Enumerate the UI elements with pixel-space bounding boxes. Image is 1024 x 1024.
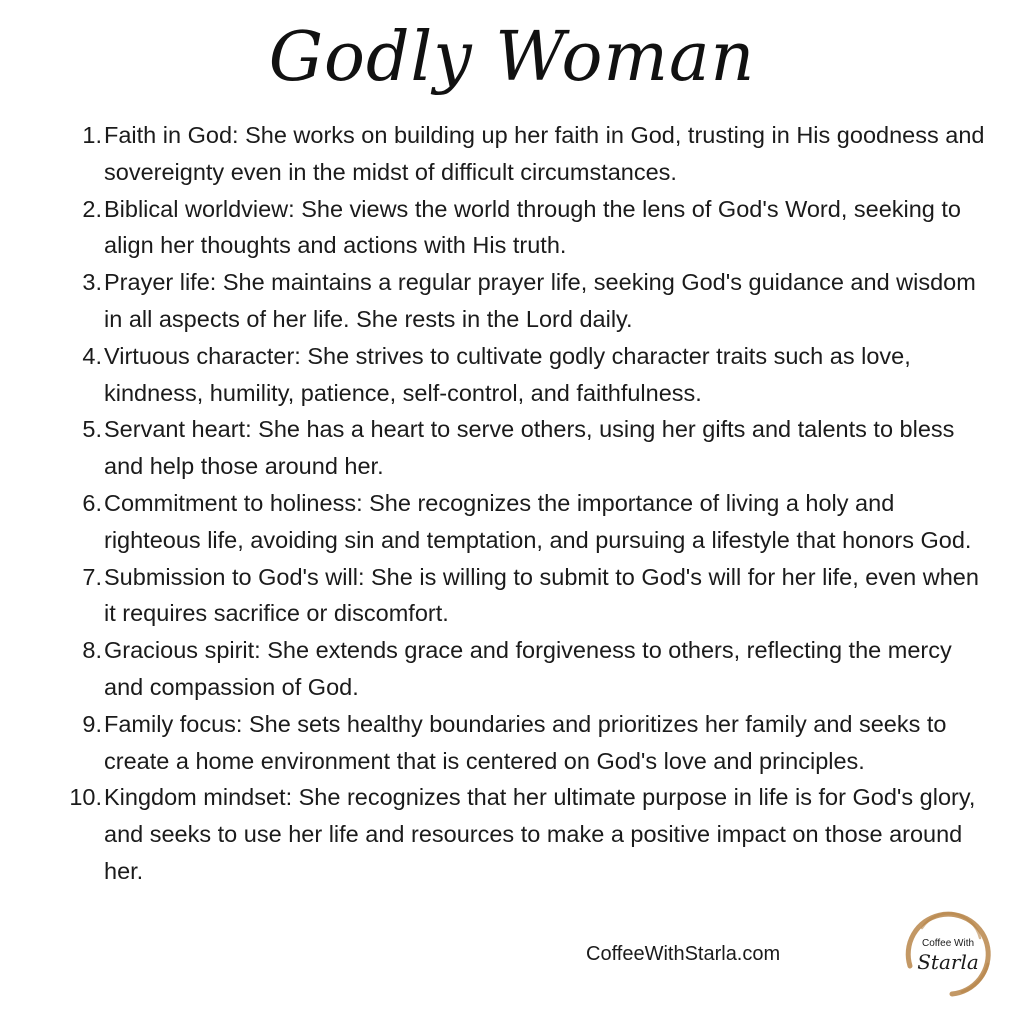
list-item-text: Submission to God's will: She is willing to submit to God's will for her life, even when it requires sacrifice or discomfort.: [104, 563, 979, 627]
coffee-with-starla-logo: [892, 898, 1004, 1010]
list-item-text: Servant heart: She has a heart to serve others, using her gifts and talents to bless and help those around her.: [104, 416, 955, 480]
logo-line-2: Starla: [917, 950, 979, 974]
list-item: [58, 632, 988, 706]
list-item: [58, 264, 988, 338]
traits-list: [58, 117, 988, 890]
logo-line-1: Coffee With: [921, 938, 975, 949]
list-item-text: Commitment to holiness: She recognizes the importance of living a holy and righteous life, avoiding sin and temptation, and pursuing a lifestyle that honors God.: [104, 489, 972, 553]
list-item: [58, 191, 988, 265]
page-title: Godly Woman: [268, 18, 756, 97]
list-item-number: 6.: [82, 489, 102, 516]
list-item-text: Family focus: She sets healthy boundaries and prioritizes her family and seeks to create a home environment that is centered on God's love and principles.: [104, 710, 947, 774]
list-item-number: 1.: [82, 122, 102, 148]
list-item-number: 2.: [82, 195, 102, 222]
list-item: [58, 706, 988, 780]
list-item-number: 7.: [82, 563, 102, 590]
list-item: [58, 117, 988, 191]
list-item: [58, 338, 988, 412]
list-item: [58, 559, 988, 633]
list-item: [58, 411, 988, 485]
list-item-number: 10.: [69, 784, 102, 811]
list-item-text: Biblical worldview: She views the world through the lens of God's Word, seeking to align her thoughts and actions with His truth.: [104, 195, 962, 259]
list-item-text: Prayer life: She maintains a regular prayer life, seeking God's guidance and wisdom in all aspects of her life. She rests in the Lord daily.: [104, 269, 976, 332]
list-item-number: 4.: [82, 342, 102, 369]
list-item-number: 3.: [82, 269, 102, 296]
list-item-text: Virtuous character: She strives to cultivate godly character traits such as love, kindness, humility, patience, self-control, and faithfulness.: [104, 342, 911, 406]
list-item-number: 9.: [82, 710, 102, 737]
list-item-text: Faith in God: She works on building up her faith in God, trusting in His goodness and sovereignty even in the midst of difficult circumstances.: [104, 122, 985, 185]
list-item-text: Kingdom mindset: She recognizes that her ultimate purpose in life is for God's glory, and seeks to use her life and resources to make a positive impact on those around her.: [104, 784, 976, 884]
list-item: [58, 485, 988, 559]
list-item-number: 8.: [82, 637, 102, 664]
list-item-number: 5.: [82, 416, 102, 443]
website-url: CoffeeWithStarla.com: [586, 943, 781, 965]
list-item: [58, 779, 988, 889]
list-item-text: Gracious spirit: She extends grace and forgiveness to others, reflecting the mercy and compassion of God.: [104, 637, 952, 700]
